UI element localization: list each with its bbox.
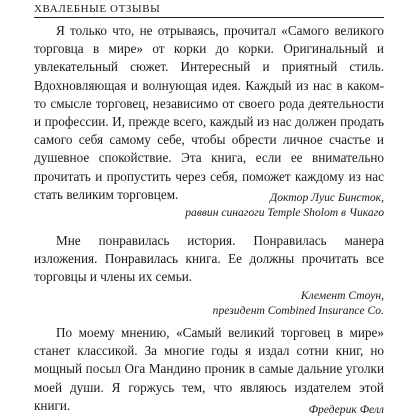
testimonial-1-attribution — [185, 190, 384, 220]
testimonial-1-text: Я только что, не отрываясь, прочитал «Самого великого торговца в мире» от корки до корки. Оригинальный и увлекательный сюжет. Интересный и приятный стиль. Вдохновляющая и волнующая идея. Каждый из нас в каком-то смысле торговец, независимо от своего рода деятельности и профессии. И, прежде всего, каждый из нас должен продать самого себя самому себе, чтобы обрести личное счастье и душевное спокойствие. Эта книга, если ее внимательно прочитать и пропустить через себя, поможет каждому из нас стать великим торговцем. — [34, 23, 384, 202]
testimonial-1-author: Доктор Луис Бинсток, — [269, 191, 384, 204]
testimonial-2-role: президент Combined Insurance Co. — [212, 304, 384, 317]
testimonial-3-author: Фредерик Фелл — [308, 403, 384, 416]
testimonial-2-text: Мне понравилась история. Понравилась манера изложения. Понравилась книга. Ее должны прочитать все торговцы и члены их семьи. — [34, 233, 384, 285]
testimonial-2 — [34, 232, 384, 287]
testimonial-1-role: раввин синагоги Temple Sholom в Чикаго — [185, 206, 384, 219]
testimonial-1 — [34, 22, 384, 204]
header-rule — [34, 17, 384, 18]
testimonial-3-text: По моему мнению, «Самый великий торговец в мире» станет классикой. За многие годы я издал сотни книг, но мощный посыл Ога Мандино проник в самые дальние уголки моей души. Я горжусь тем, что являюсь издателем этой книги. — [34, 325, 384, 413]
testimonial-2-author: Клемент Стоун, — [300, 289, 384, 302]
running-header: ХВАЛЕБНЫЕ ОТЗЫВЫ — [34, 3, 161, 15]
testimonial-3-attribution — [309, 402, 384, 417]
testimonial-2-attribution — [213, 288, 384, 318]
